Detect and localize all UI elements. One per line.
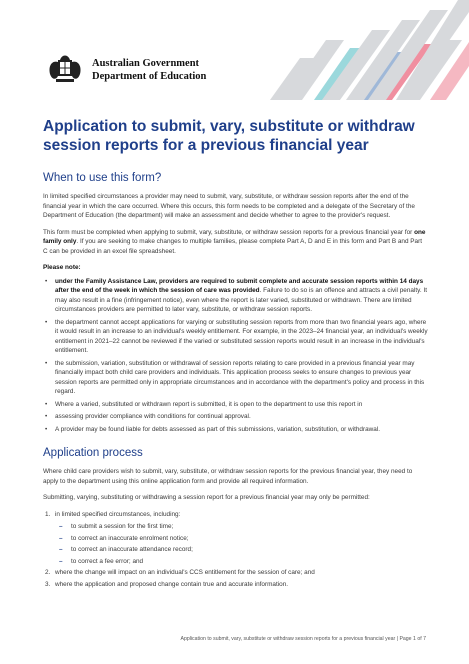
notes-list	[43, 277, 428, 435]
section-heading-when-to-use: When to use this form?	[43, 172, 162, 184]
document-body	[43, 117, 428, 591]
paragraph: Submitting, varying, substituting or withdrawing a session report for a previous financial year may only be permitted:	[43, 494, 370, 501]
government-name: Australian Government	[92, 58, 200, 69]
department-name: Department of Education	[92, 71, 207, 82]
list-item: • the submission, variation, substitution or withdrawal of session reports relating to care provided in a previous financial year may financially impact both child care providers and individuals. This application process seeks to ensure changes to previous year session reports are permitted only in appropriate circumstances and in accordance with the department's policy and process in this regard.	[43, 359, 428, 397]
section-heading-application-process: Application process	[43, 447, 143, 459]
sub-list-item: – to correct a fee error; and	[55, 557, 428, 567]
page-header	[0, 0, 469, 100]
list-item: • Where a varied, substituted or withdrawn report is submitted, it is open to the department to use this report in	[43, 400, 428, 410]
list-item: 2. where the change will impact on an individual's CCS entitlement for the session of care; and	[45, 569, 315, 576]
list-item: 3. where the application and proposed change contain true and accurate information.	[45, 580, 289, 588]
paragraph: In limited specified circumstances a provider may need to submit, vary, substitute, or withdraw session reports after the end of the financial year in which the care occurred. Where this occurs, this form needs to be completed and a delegate of the Secretary of the Department of Education (the department) will make an assessment and decide whether to agree to the provider's request.	[43, 193, 415, 219]
conditions-list	[43, 510, 428, 590]
list-item: • under the Family Assistance Law, providers are required to submit complete and accurate session reports within 14 days after the end of the week in which the session of care was provided. Failure to do so is an offence and attracts a civil penalty. It may also result in a fine (infringement notice), even where the report is later varied, substituted or withdrawn. There are limited circumstances providers are permitted to later vary, substitute, or withdraw session reports.	[43, 277, 428, 315]
sub-list-item: – to correct an inaccurate attendance record;	[55, 545, 428, 555]
list-item: • A provider may be found liable for debts assessed as part of this submissions, variation, substitution, or withdrawal.	[43, 425, 428, 435]
page-footer: Application to submit, vary, substitute or withdraw session reports for a previous financial year | Page 1 of 7	[180, 636, 426, 642]
sub-list-item: – to correct an inaccurate enrolment notice;	[55, 534, 428, 544]
page-title: Application to submit, vary, substitute or withdraw session reports for a previous financial year	[43, 118, 415, 154]
list-item: • the department cannot accept applications for varying or substituting session reports from more than two financial years ago, where it would result in an increase to an individual's weekly entitlement. For example, in the 2023–24 financial year, an individual's weekly entitlement in 2021–22 cannot be reviewed if the varied or substituted session reports would result in an increase in the individual's entitlement.	[43, 318, 428, 356]
sub-list-item: – to submit a session for the first time;	[55, 522, 428, 532]
list-item: • assessing provider compliance with conditions for continual approval.	[43, 412, 428, 422]
paragraph: This form must be completed when applying to submit, vary, substitute, or withdraw session reports for a previous financial year for one family only. If you are seeking to make changes to multiple families, please complete Part A, D and E in this form and Part B and Part C can be provided in an excel file spreadsheet.	[43, 228, 426, 255]
paragraph: Where child care providers wish to submit, vary, substitute, or withdraw session reports for the previous financial year, they need to apply to the department using this online application form and provide all required information.	[43, 468, 413, 485]
sub-list	[55, 522, 428, 566]
note-label: Please note:	[43, 264, 81, 271]
list-item: 1. in limited specified circumstances, including: – to submit a session for the first time; – to correct an inaccurate enrolment notice; – to correct an inaccurate attendance record; – to correct a fee error; and	[43, 510, 428, 567]
coat-of-arms-logo	[44, 50, 86, 86]
